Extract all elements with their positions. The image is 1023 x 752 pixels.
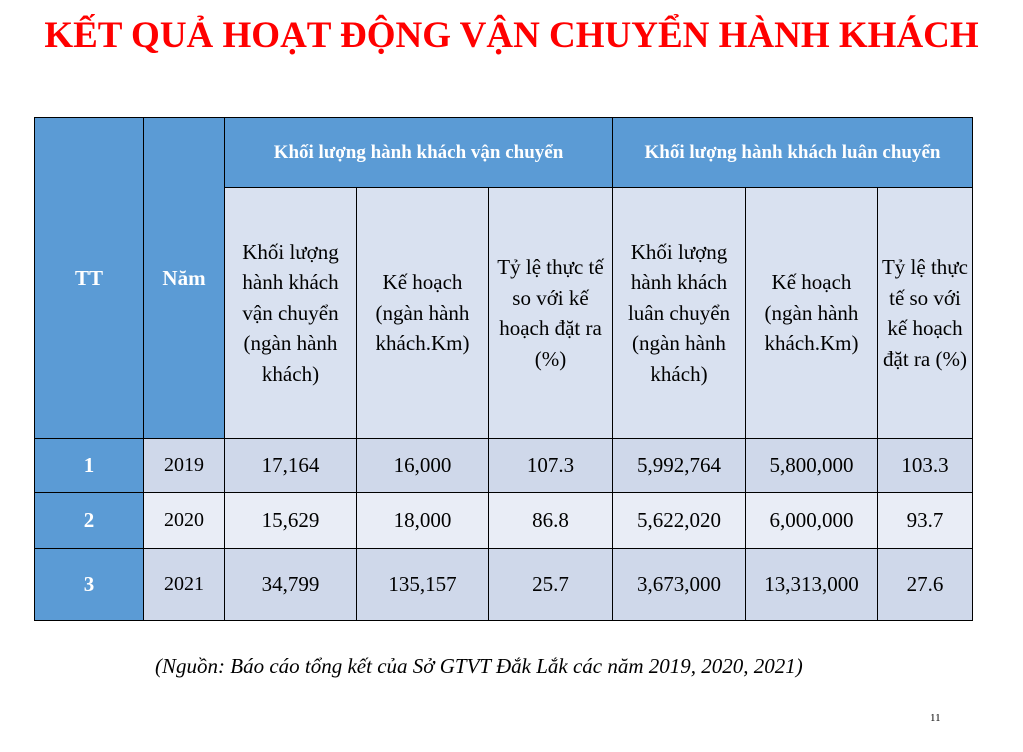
subheader-carried-ratio: Tỷ lệ thực tế so với kế hoạch đặt ra (%) — [489, 188, 613, 439]
passenger-transport-table — [34, 117, 973, 621]
page-number: 11 — [930, 712, 941, 724]
slide-title: KẾT QUẢ HOẠT ĐỘNG VẬN CHUYỂN HÀNH KHÁCH — [44, 15, 979, 56]
row-carried-plan: 16,000 — [357, 439, 489, 493]
table-row — [35, 549, 973, 621]
table-row — [35, 493, 973, 549]
row-tt: 2 — [35, 493, 144, 549]
source-note: (Nguồn: Báo cáo tổng kết của Sở GTVT Đắk Lắk các năm 2019, 2020, 2021) — [155, 654, 803, 678]
subheader-rotated-plan: Kế hoạch (ngàn hành khách.Km) — [746, 188, 878, 439]
row-rotated-plan: 6,000,000 — [746, 493, 878, 549]
table-row — [35, 439, 973, 493]
header-year: Năm — [144, 118, 225, 439]
row-year: 2021 — [144, 549, 225, 621]
row-carried-plan: 18,000 — [357, 493, 489, 549]
row-carried-ratio: 86.8 — [489, 493, 613, 549]
row-year: 2019 — [144, 439, 225, 493]
subheader-rotated-ratio: Tỷ lệ thực tế so với kế hoạch đặt ra (%) — [878, 188, 973, 439]
row-rotated-plan: 13,313,000 — [746, 549, 878, 621]
row-carried: 15,629 — [225, 493, 357, 549]
row-rotated-plan: 5,800,000 — [746, 439, 878, 493]
row-rotated-ratio: 27.6 — [878, 549, 973, 621]
row-carried: 17,164 — [225, 439, 357, 493]
row-rotated-ratio: 93.7 — [878, 493, 973, 549]
row-year: 2020 — [144, 493, 225, 549]
row-carried-plan: 135,157 — [357, 549, 489, 621]
row-rotated: 3,673,000 — [613, 549, 746, 621]
row-carried: 34,799 — [225, 549, 357, 621]
subheader-carried-actual: Khối lượng hành khách vận chuyển (ngàn hành khách) — [225, 188, 357, 439]
subheader-carried-plan: Kế hoạch (ngàn hành khách.Km) — [357, 188, 489, 439]
subheader-rotated-actual: Khối lượng hành khách luân chuyển (ngàn hành khách) — [613, 188, 746, 439]
header-group-rotated: Khối lượng hành khách luân chuyển — [613, 118, 973, 188]
header-group-carried: Khối lượng hành khách vận chuyển — [225, 118, 613, 188]
row-rotated: 5,622,020 — [613, 493, 746, 549]
row-tt: 1 — [35, 439, 144, 493]
row-tt: 3 — [35, 549, 144, 621]
row-rotated: 5,992,764 — [613, 439, 746, 493]
header-tt: TT — [35, 118, 144, 439]
row-rotated-ratio: 103.3 — [878, 439, 973, 493]
row-carried-ratio: 107.3 — [489, 439, 613, 493]
row-carried-ratio: 25.7 — [489, 549, 613, 621]
